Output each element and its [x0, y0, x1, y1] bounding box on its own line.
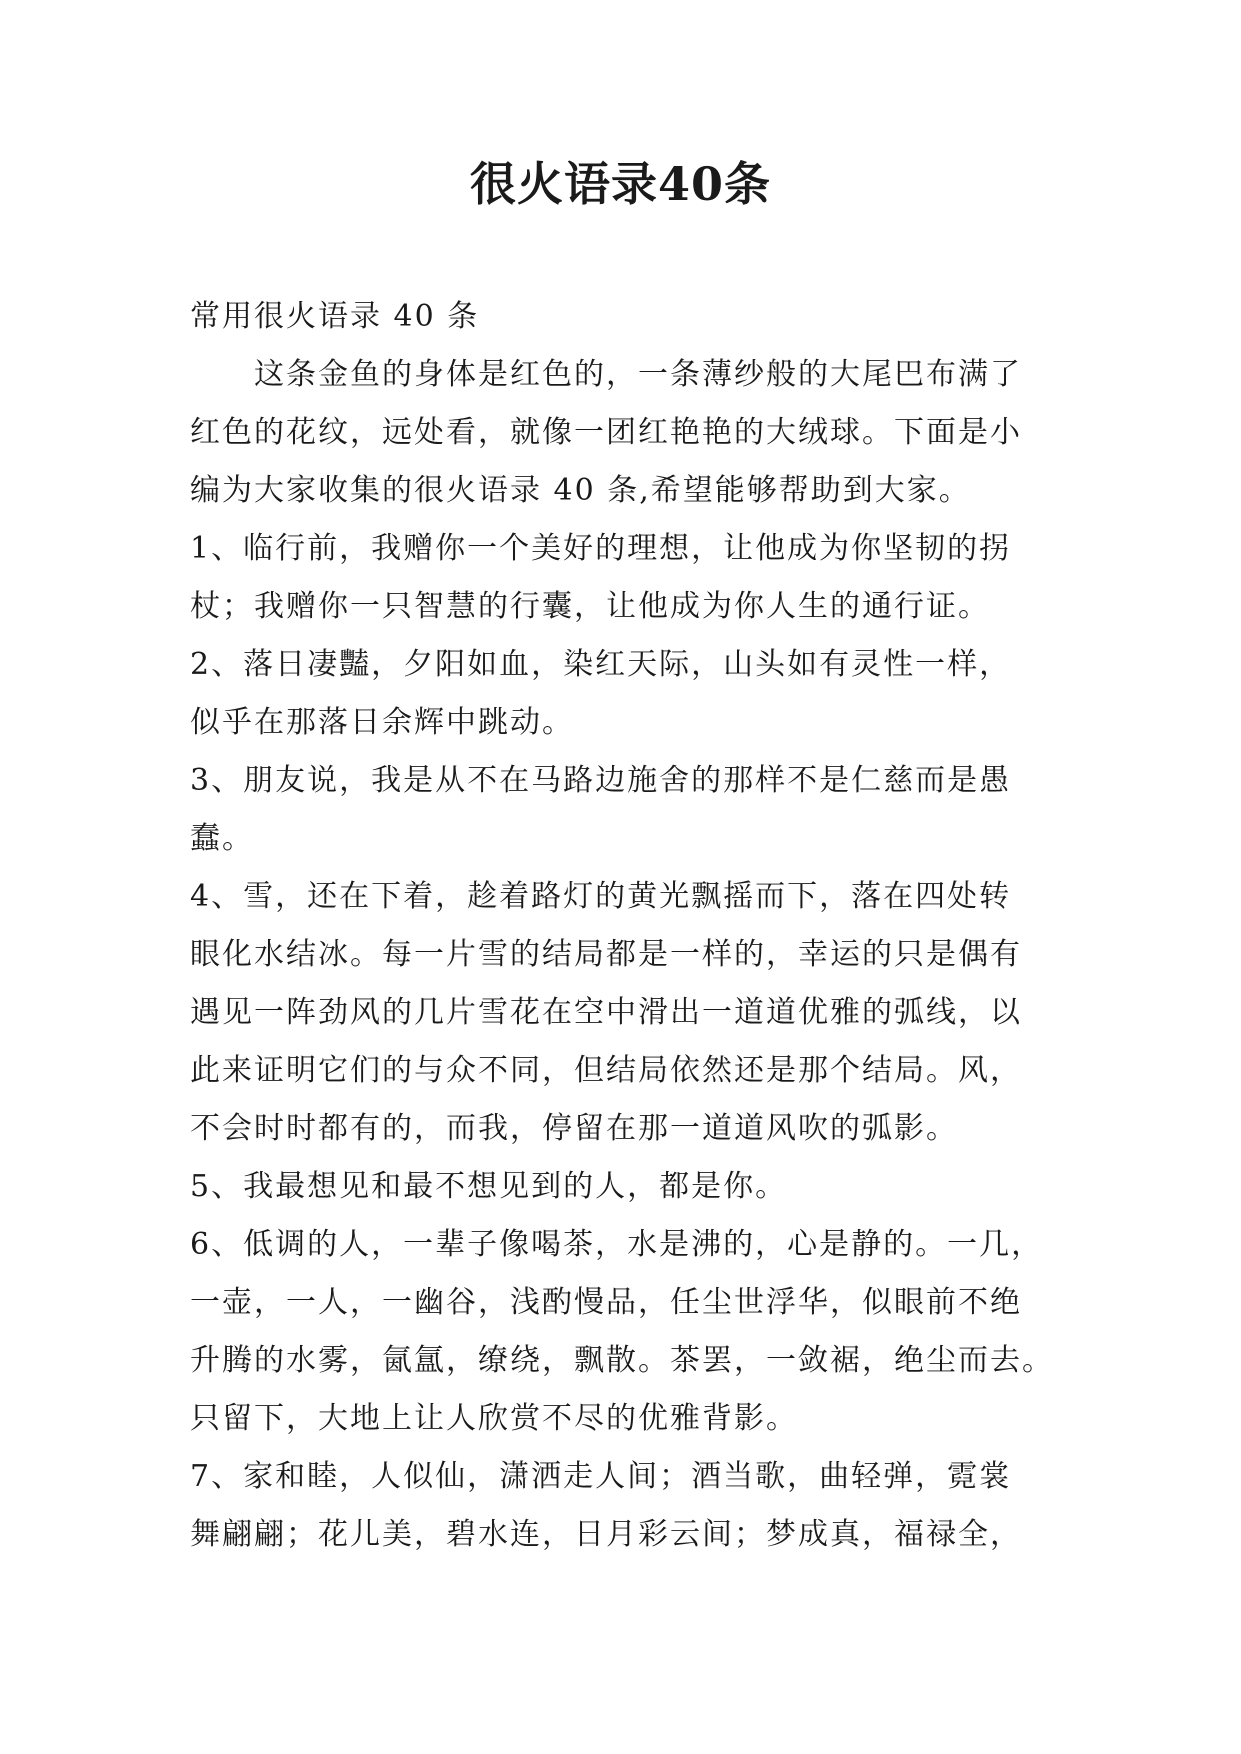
quote-line: 此来证明它们的与众不同，但结局依然还是那个结局。风， — [190, 1053, 1022, 1088]
intro-line: 编为大家收集的很火语录 40 条,希望能够帮助到大家。 — [190, 473, 971, 508]
quote-line: 2、落日凄豔，夕阳如血，染红天际，山头如有灵性一样， — [190, 647, 1012, 682]
quote-line: 1、临行前，我赠你一个美好的理想，让他成为你坚韧的拐 — [190, 531, 1012, 566]
intro-line: 这条金鱼的身体是红色的，一条薄纱般的大尾巴布满了 — [254, 357, 1022, 392]
quote-line: 7、家和睦，人似仙，潇洒走人间；酒当歌，曲轻弹，霓裳 — [190, 1459, 1012, 1494]
quote-line: 舞翩翩；花儿美，碧水连，日月彩云间；梦成真，福禄全， — [190, 1517, 1022, 1552]
quote-line: 6、低调的人，一辈子像喝茶，水是沸的，心是静的。一几， — [190, 1227, 1044, 1262]
quote-line: 只留下，大地上让人欣赏不尽的优雅背影。 — [190, 1401, 798, 1436]
quote-line: 杖；我赠你一只智慧的行囊，让他成为你人生的通行证。 — [190, 589, 990, 624]
quote-line: 不会时时都有的，而我，停留在那一道道风吹的弧影。 — [190, 1111, 958, 1146]
quote-line: 似乎在那落日余辉中跳动。 — [190, 705, 574, 740]
document-body — [190, 288, 1060, 1564]
subtitle-line: 常用很火语录 40 条 — [190, 299, 480, 334]
quote-line: 升腾的水雾，氤氲，缭绕，飘散。茶罢，一敛裾，绝尘而去。 — [190, 1343, 1054, 1378]
quote-line: 3、朋友说，我是从不在马路边施舍的那样不是仁慈而是愚 — [190, 763, 1012, 798]
intro-line: 红色的花纹，远处看，就像一团红艳艳的大绒球。下面是小 — [190, 415, 1022, 450]
quote-line: 眼化水结冰。每一片雪的结局都是一样的，幸运的只是偶有 — [190, 937, 1022, 972]
quote-line: 一壶，一人，一幽谷，浅酌慢品，任尘世浮华，似眼前不绝 — [190, 1285, 1022, 1320]
quote-line: 4、雪，还在下着，趁着路灯的黄光飘摇而下，落在四处转 — [190, 879, 1012, 914]
quote-line: 蠢。 — [190, 821, 254, 856]
quote-line: 遇见一阵劲风的几片雪花在空中滑出一道道优雅的弧线，以 — [190, 995, 1022, 1030]
quote-line: 5、我最想见和最不想见到的人，都是你。 — [190, 1169, 788, 1204]
document-title: 很火语录40条 — [469, 157, 771, 211]
